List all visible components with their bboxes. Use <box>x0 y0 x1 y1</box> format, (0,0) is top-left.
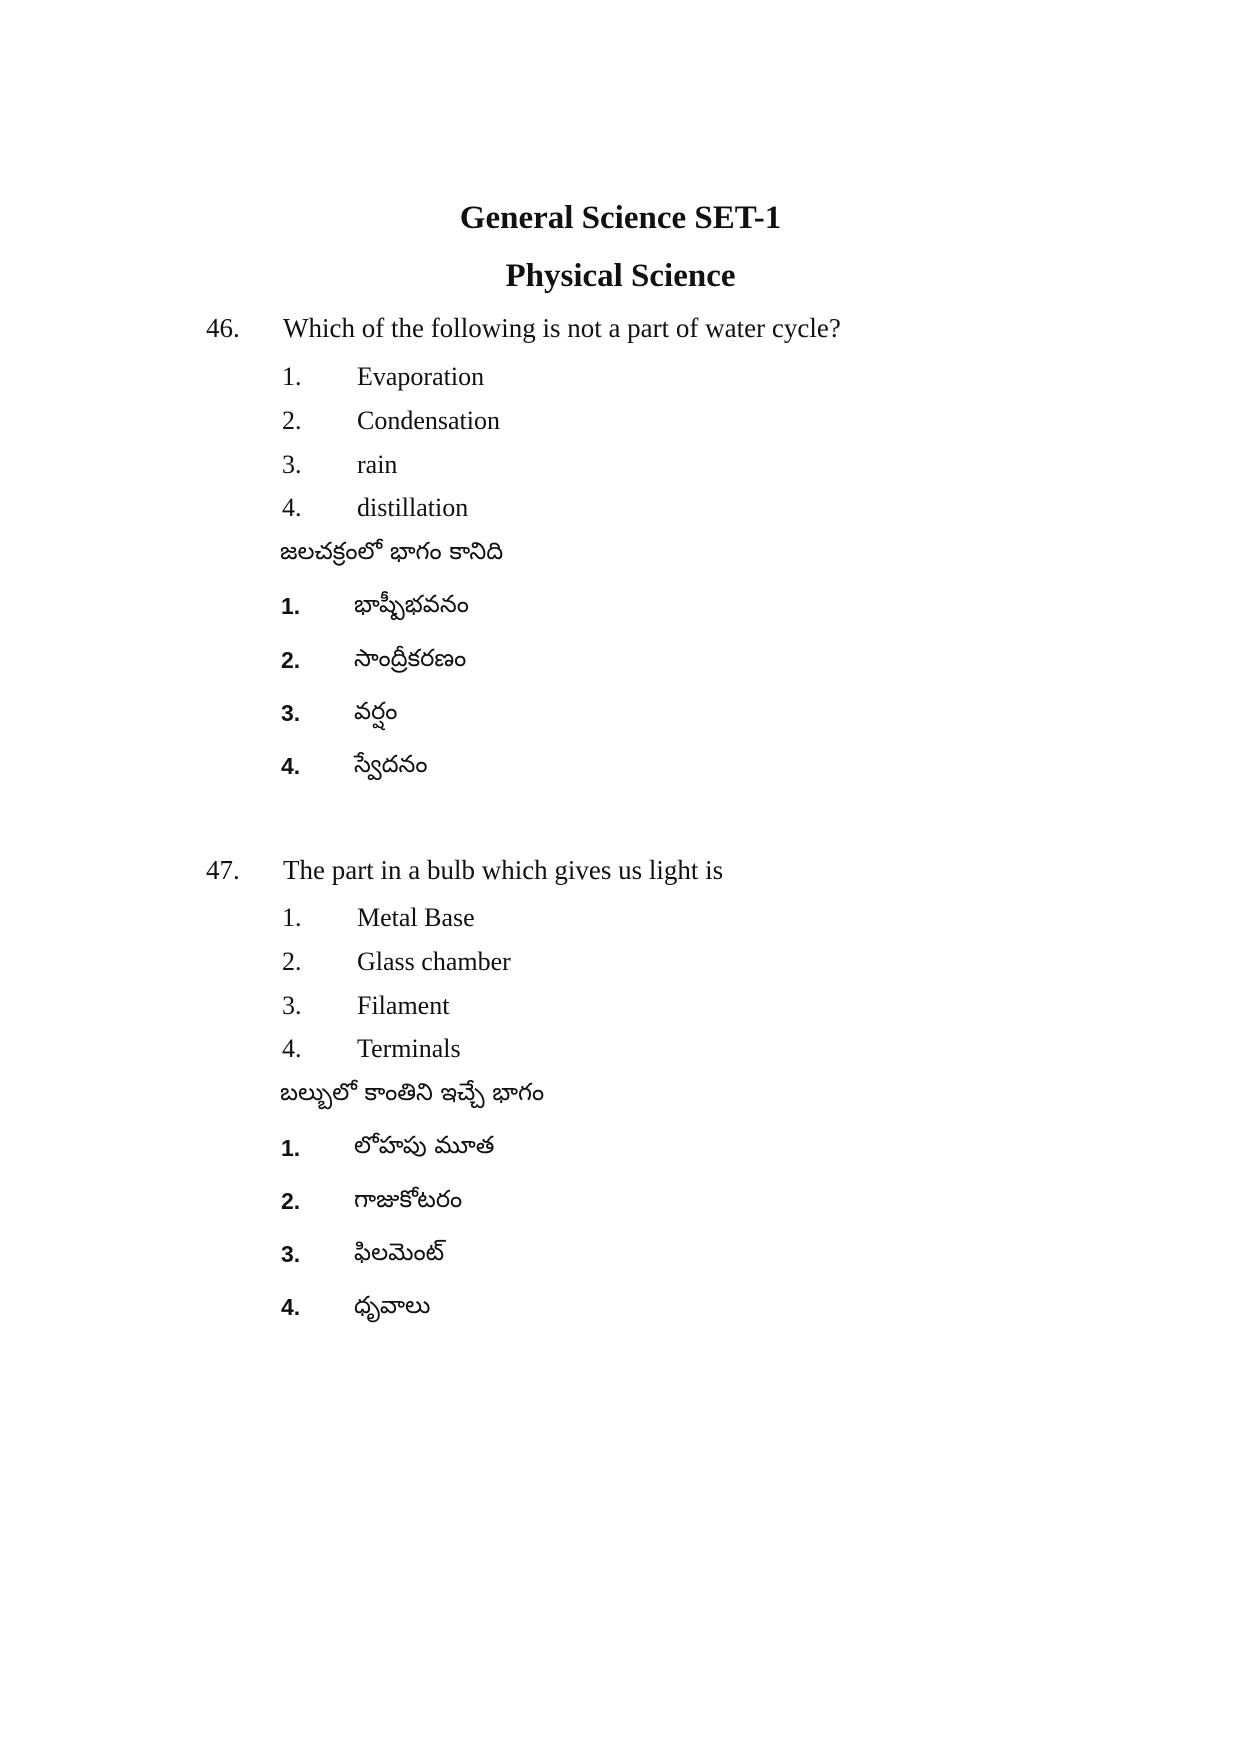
option-number: 2. <box>282 406 302 435</box>
option-number: 1. <box>282 903 302 932</box>
option-text: Condensation <box>357 406 500 435</box>
telugu-option-number: 1. <box>281 1135 301 1161</box>
option-text: Terminals <box>357 1034 461 1063</box>
option-number: 4. <box>282 493 302 522</box>
telugu-option-text: ఫిలమెంట్ <box>354 1238 445 1266</box>
telugu-option-text: లోహపు మూత <box>354 1131 495 1159</box>
option-number: 3. <box>282 991 302 1020</box>
question-text: Which of the following is not a part of water cycle? <box>283 313 841 343</box>
option-text: Evaporation <box>357 362 485 391</box>
option-number: 4. <box>282 1034 302 1063</box>
telugu-question-text: జలచక్రంలో భాగం కానిది <box>280 537 504 565</box>
option-text: rain <box>357 450 398 479</box>
option-text: distillation <box>357 493 469 522</box>
telugu-option-text: వర్షం <box>354 697 398 725</box>
section-title: Physical Science <box>505 258 736 294</box>
telugu-option-number: 2. <box>281 647 301 673</box>
option-text: Glass chamber <box>357 947 511 976</box>
telugu-option-text: స్వేదనం <box>354 750 428 778</box>
telugu-option-text: భాష్పీభవనం <box>354 590 469 618</box>
question-number: 46. <box>206 313 240 343</box>
option-number: 1. <box>282 362 302 391</box>
option-number: 3. <box>282 450 302 479</box>
question-number: 47. <box>206 855 240 885</box>
telugu-option-number: 1. <box>281 593 301 619</box>
option-text: Metal Base <box>357 903 475 932</box>
telugu-option-number: 4. <box>281 753 301 779</box>
telugu-option-number: 3. <box>281 700 301 726</box>
telugu-option-number: 2. <box>281 1188 301 1214</box>
page-title: General Science SET-1 <box>459 200 782 236</box>
telugu-option-text: ధృవాలు <box>354 1291 431 1319</box>
telugu-option-number: 4. <box>281 1294 301 1320</box>
question-text: The part in a bulb which gives us light is <box>283 855 724 885</box>
telugu-option-text: సాంద్రీకరణం <box>354 644 467 672</box>
telugu-option-text: గాజుకోటరం <box>354 1185 463 1213</box>
telugu-option-number: 3. <box>281 1241 301 1267</box>
option-number: 2. <box>282 947 302 976</box>
option-text: Filament <box>357 991 450 1020</box>
telugu-question-text: బల్బులో కాంతిని ఇచ్చే భాగం <box>280 1078 545 1106</box>
